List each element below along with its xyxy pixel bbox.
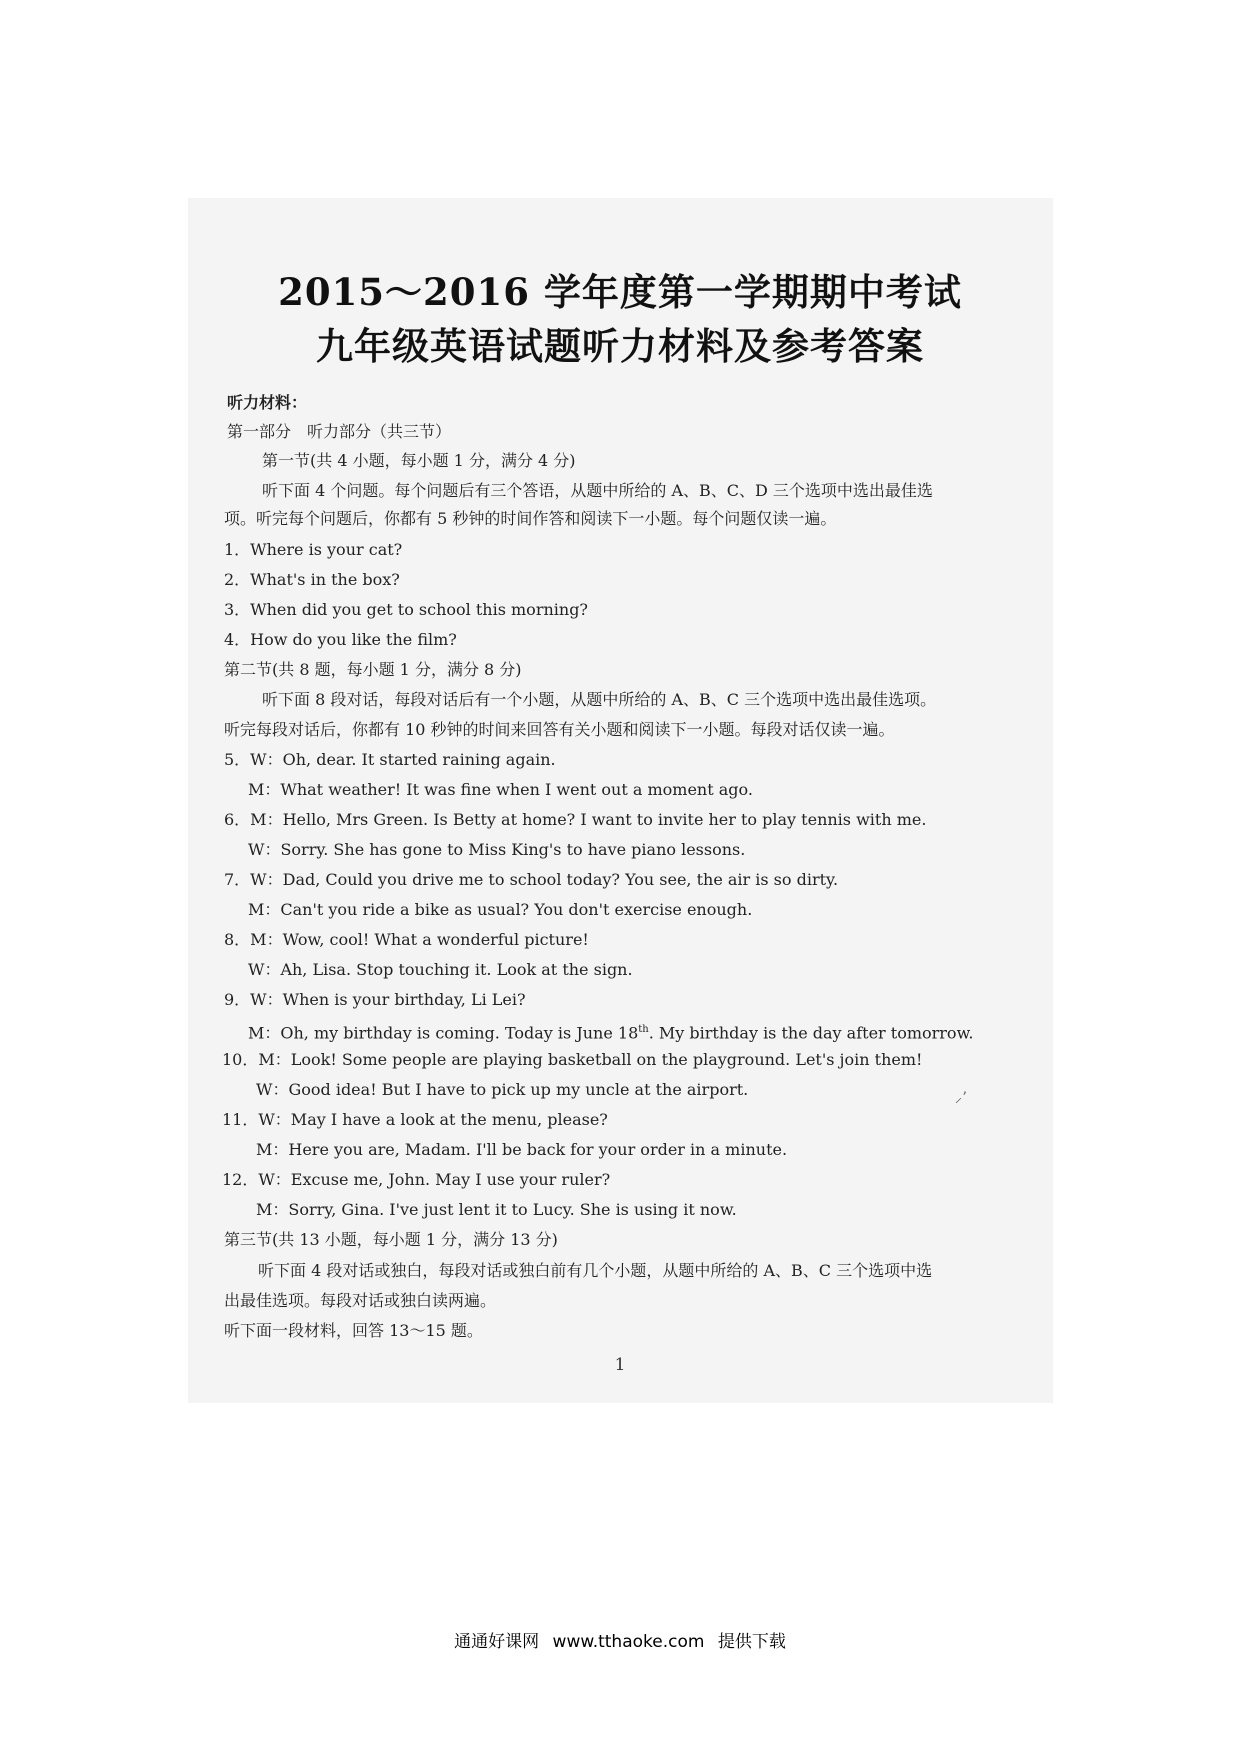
section-1-instructions-2: 项。听完每个问题后，你都有 5 秒钟的时间作答和阅读下一小题。每个问题仅读一遍。 xyxy=(224,509,837,528)
section-3-listen-prompt: 听下面一段材料，回答 13～15 题。 xyxy=(224,1321,483,1340)
dialogue-12-w: 12．W：Excuse me, John. May I use your ruler? xyxy=(222,1170,611,1189)
section-3-header: 第三节(共 13 小题，每小题 1 分，满分 13 分) xyxy=(224,1230,558,1249)
dialogue-7-m: M：Can't you ride a bike as usual? You don't exercise enough. xyxy=(248,900,753,919)
part-heading: 第一部分 听力部分（共三节） xyxy=(227,422,452,441)
section-heading: 听力材料： xyxy=(227,393,308,412)
dialogue-7-w: 7．W：Dad, Could you drive me to school today? You see, the air is so dirty. xyxy=(224,870,839,889)
dialogue-11-m: M：Here you are, Madam. I'll be back for your order in a minute. xyxy=(256,1140,788,1159)
section-3-instructions-2: 出最佳选项。每段对话或独白读两遍。 xyxy=(224,1291,497,1310)
section-2-header: 第二节(共 8 题，每小题 1 分，满分 8 分) xyxy=(224,660,522,679)
dialogue-5-m: M：What weather! It was fine when I went out a moment ago. xyxy=(248,780,753,799)
dialogue-8-w: W：Ah, Lisa. Stop touching it. Look at the sign. xyxy=(248,960,633,979)
question-3: 3．When did you get to school this morning? xyxy=(224,600,589,619)
dialogue-9-m: M：Oh, my birthday is coming. Today is June 18th. My birthday is the day after tomorrow. xyxy=(248,1023,974,1043)
scan-speck: ⸝ʼ xyxy=(955,1090,967,1106)
footer-site-name: 通通好课网 xyxy=(454,1632,540,1652)
dialogue-10-w: W：Good idea! But I have to pick up my uncle at the airport. xyxy=(256,1080,749,1099)
section-1-instructions-1: 听下面 4 个问题。每个问题后有三个答语，从题中所给的 A、B、C、D 三个选项中选出最佳选 xyxy=(262,481,933,500)
footer-note: 提供下载 xyxy=(717,1632,786,1652)
section-2-instructions-1: 听下面 8 段对话，每段对话后有一个小题，从题中所给的 A、B、C 三个选项中选出最佳选项。 xyxy=(262,690,937,709)
footer xyxy=(0,1627,1240,1652)
dialogue-6-w: W：Sorry. She has gone to Miss King's to have piano lessons. xyxy=(248,840,746,859)
section-2-instructions-2: 听完每段对话后，你都有 10 秒钟的时间来回答有关小题和阅读下一小题。每段对话仅读一遍。 xyxy=(224,720,895,739)
dialogue-5-w: 5．W：Oh, dear. It started raining again. xyxy=(224,750,556,769)
document-title-line-2: 九年级英语试题听力材料及参考答案 xyxy=(316,324,924,368)
question-1: 1．Where is your cat? xyxy=(224,540,403,559)
document-title-line-1: 2015～2016 学年度第一学期期中考试 xyxy=(278,270,962,314)
dialogue-10-m: 10．M：Look! Some people are playing basketball on the playground. Let's join them! xyxy=(222,1050,923,1069)
dialogue-12-m: M：Sorry, Gina. I've just lent it to Lucy. She is using it now. xyxy=(256,1200,737,1219)
question-2: 2．What's in the box? xyxy=(224,570,400,589)
dialogue-6-m: 6．M：Hello, Mrs Green. Is Betty at home? I want to invite her to play tennis with me. xyxy=(224,810,927,829)
dialogue-9-w: 9．W：When is your birthday, Li Lei? xyxy=(224,990,526,1009)
footer-url[interactable]: www.tthaoke.com xyxy=(552,1632,705,1652)
section-1-header: 第一节(共 4 小题，每小题 1 分，满分 4 分) xyxy=(262,451,576,470)
dialogue-11-w: 11．W：May I have a look at the menu, please? xyxy=(222,1110,608,1129)
dialogue-8-m: 8．M：Wow, cool! What a wonderful picture! xyxy=(224,930,589,949)
question-4: 4．How do you like the film? xyxy=(224,630,457,649)
page-number: 1 xyxy=(614,1355,626,1375)
section-3-instructions-1: 听下面 4 段对话或独白，每段对话或独白前有几个小题，从题中所给的 A、B、C 三个选项中选 xyxy=(258,1261,933,1280)
